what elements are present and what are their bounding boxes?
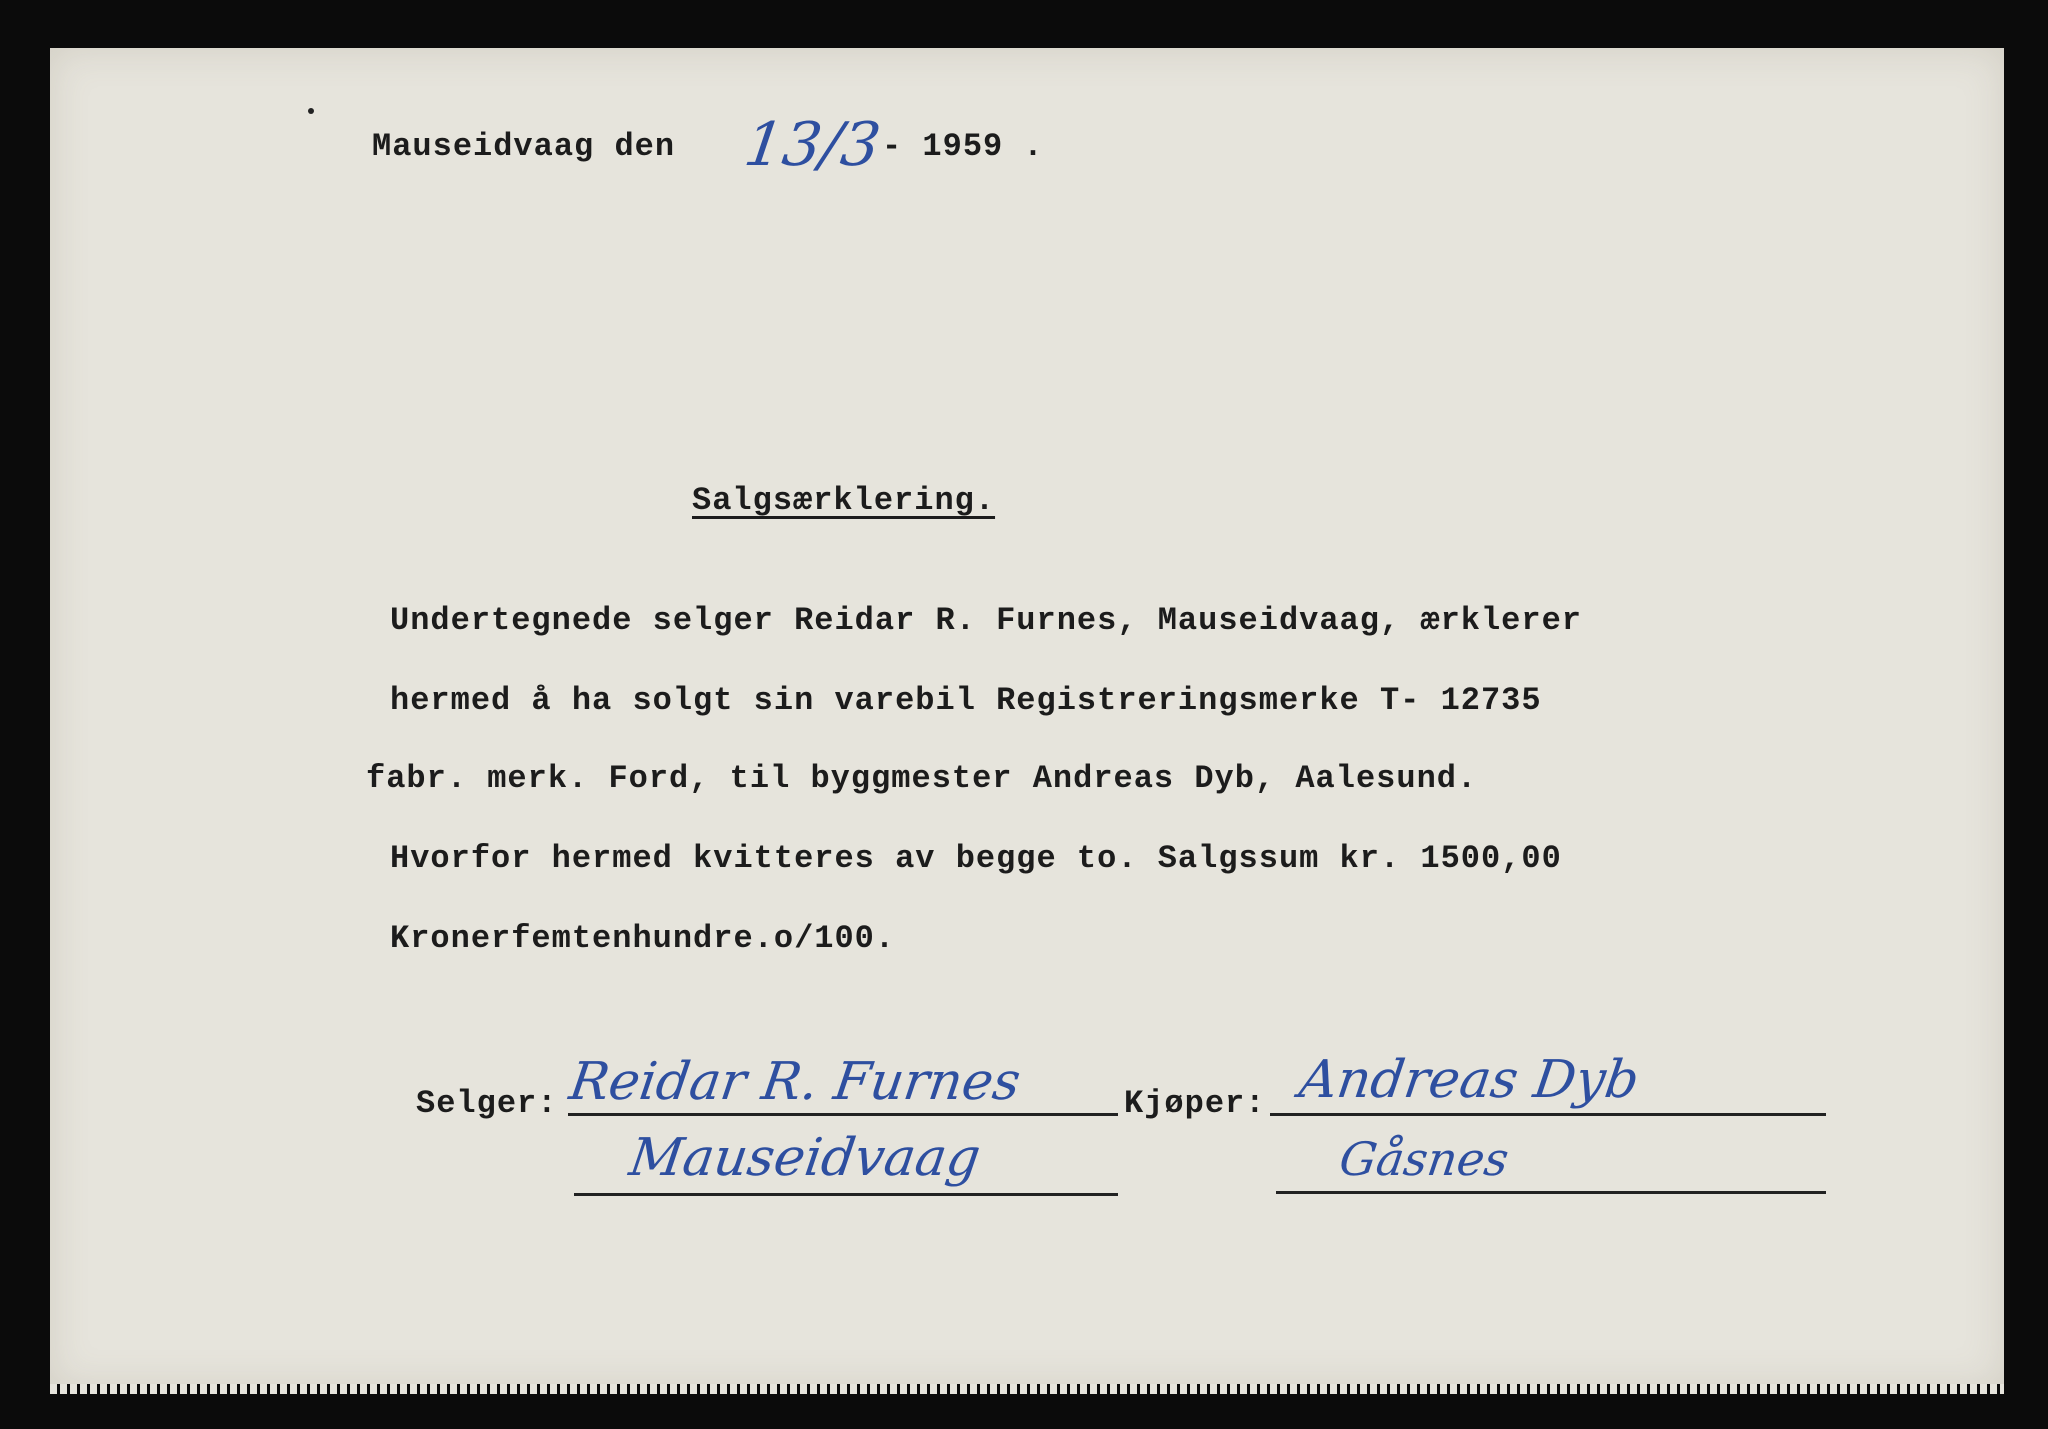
seller-place-line (574, 1193, 1118, 1196)
header-year: - 1959 . (882, 128, 1044, 165)
seller-signature-line (568, 1113, 1118, 1116)
ink-mark (308, 108, 314, 114)
seller-signature: Reidar R. Furnes (565, 1052, 1025, 1112)
seller-label: Selger: (416, 1085, 558, 1122)
buyer-place: Gåsnes (1336, 1132, 1513, 1186)
buyer-label: Kjøper: (1124, 1085, 1266, 1122)
buyer-place-line (1276, 1191, 1826, 1194)
header-date-handwritten: 13/3 (740, 110, 885, 180)
body-line-4: Hvorfor hermed kvitteres av begge to. Salgssum kr. 1500,00 (390, 840, 1562, 877)
body-line-2: hermed å ha solgt sin varebil Registreringsmerke T- 12735 (390, 682, 1542, 719)
body-line-3: fabr. merk. Ford, til byggmester Andreas Dyb, Aalesund. (366, 760, 1478, 797)
buyer-signature-line (1270, 1113, 1826, 1116)
seller-place: Mauseidvaag (625, 1128, 984, 1188)
header-place: Mauseidvaag den (372, 128, 676, 165)
body-line-5: Kronerfemtenhundre.o/100. (390, 920, 896, 957)
buyer-signature: Andreas Dyb (1295, 1050, 1643, 1110)
document-title: Salgsærklering. (692, 482, 996, 519)
body-line-1: Undertegnede selger Reidar R. Furnes, Mauseidvaag, ærklerer (390, 602, 1582, 639)
